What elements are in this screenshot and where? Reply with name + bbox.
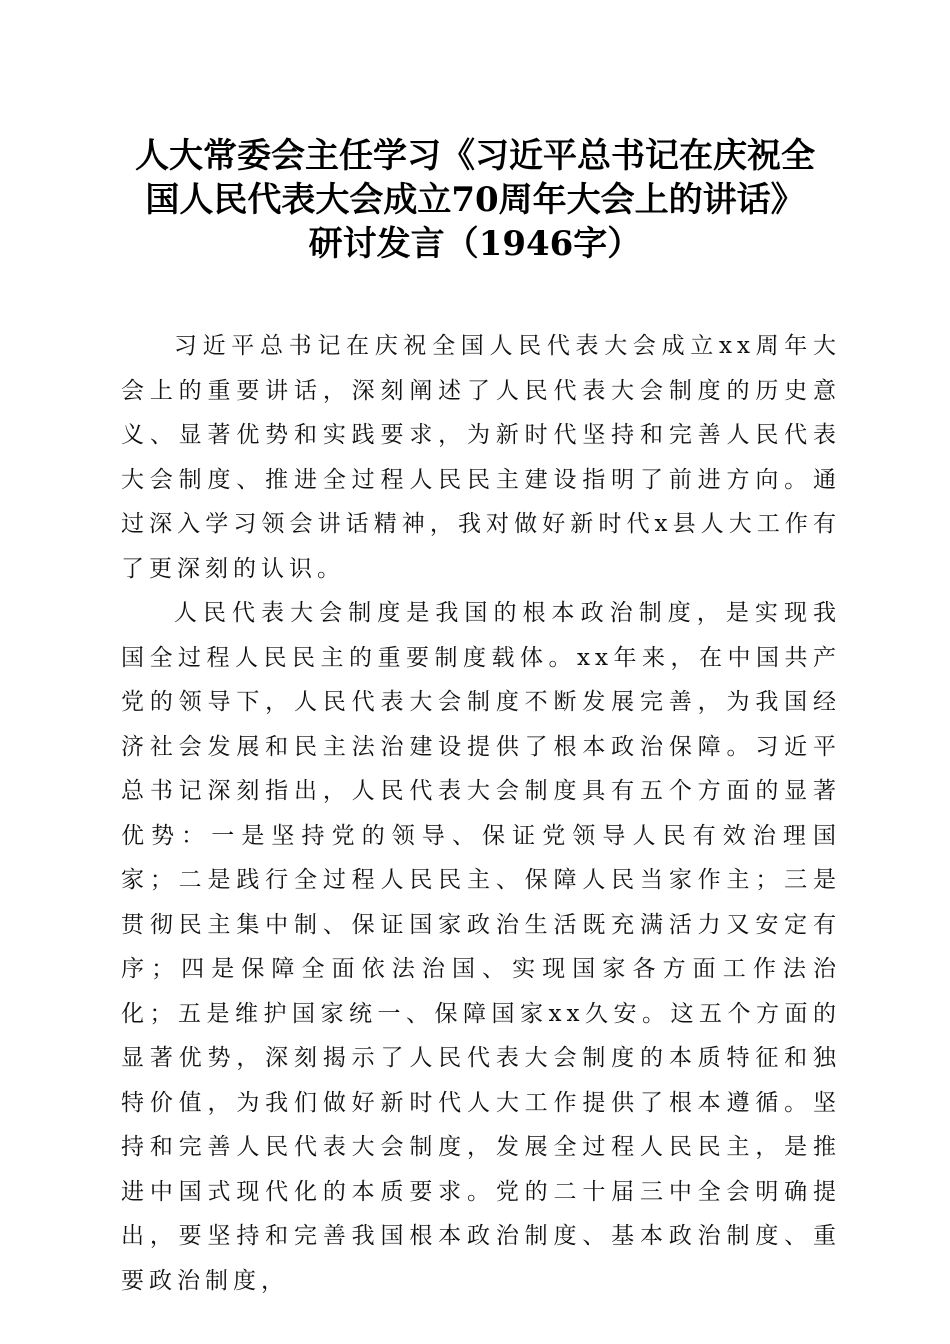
title-line-2: 国人民代表大会成立70周年大会上的讲话》 <box>145 180 805 220</box>
document-body <box>121 324 841 1303</box>
paragraph-2: 人民代表大会制度是我国的根本政治制度，是实现我国全过程人民民主的重要制度载体。xx年来，在中国共产党的领导下，人民代表大会制度不断发展完善，为我国经济社会发展和民主法治建设提供了根本政治保障。习近平总书记深刻指出，人民代表大会制度具有五个方面的显著优势：一是坚持党的领导、保证党领导人民有效治理国家；二是践行全过程人民民主、保障人民当家作主；三是贯彻民主集中制、保证国家政治生活既充满活力又安定有序；四是保障全面依法治国、实现国家各方面工作法治化；五是维护国家统一、保障国家xx久安。这五个方面的显著优势，深刻揭示了人民代表大会制度的本质特征和独特价值，为我们做好新时代人大工作提供了根本遵循。坚持和完善人民代表大会制度，发展全过程人民民主，是推进中国式现代化的本质要求。党的二十届三中全会明确提出，要坚持和完善我国根本政治制度、基本政治制度、重要政治制度， <box>121 600 841 1294</box>
document-title <box>100 134 850 266</box>
title-line-1: 人大常委会主任学习《习近平总书记在庆祝全 <box>135 136 815 176</box>
title-line-3: 研讨发言（1946字） <box>308 224 642 264</box>
paragraph-1: 习近平总书记在庆祝全国人民代表大会成立xx周年大会上的重要讲话，深刻阐述了人民代表大会制度的历史意义、显著优势和实践要求，为新时代坚持和完善人民代表大会制度、推进全过程人民民主建设指明了前进方向。通过深入学习领会讲话精神，我对做好新时代x县人大工作有了更深刻的认识。 <box>121 333 841 582</box>
